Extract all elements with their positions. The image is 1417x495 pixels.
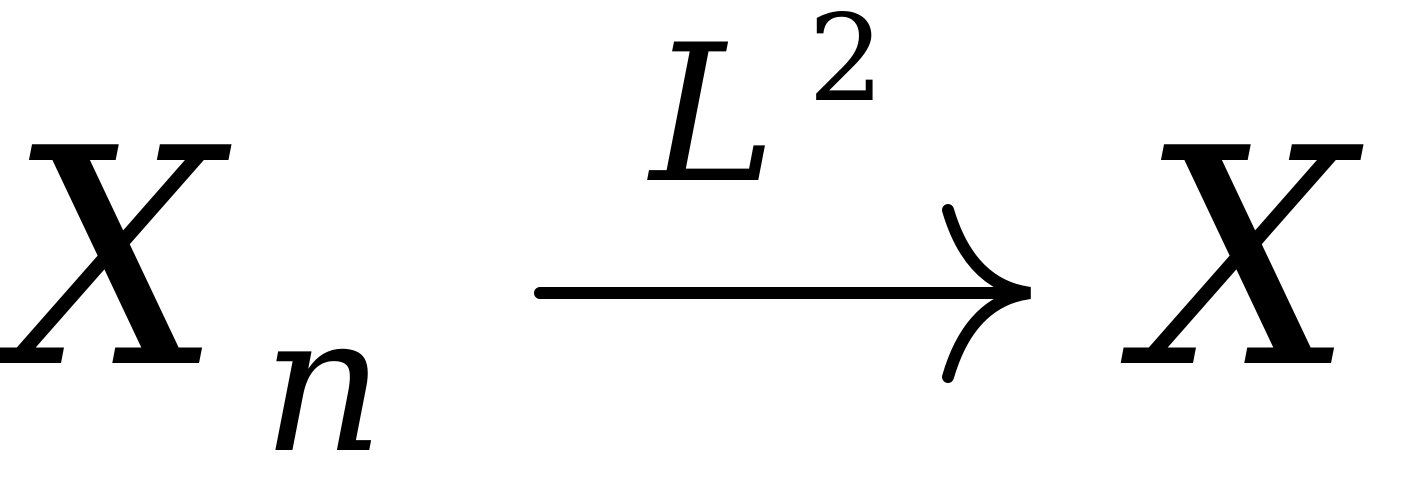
long-right-arrow-icon: [530, 195, 1040, 390]
subscript-n: n: [262, 274, 385, 495]
random-variable-xn: X: [8, 85, 222, 434]
random-variable-x: X: [1140, 85, 1354, 434]
arrow-label-l: L: [650, 4, 777, 225]
arrow-label-exponent: 2: [808, 0, 885, 129]
